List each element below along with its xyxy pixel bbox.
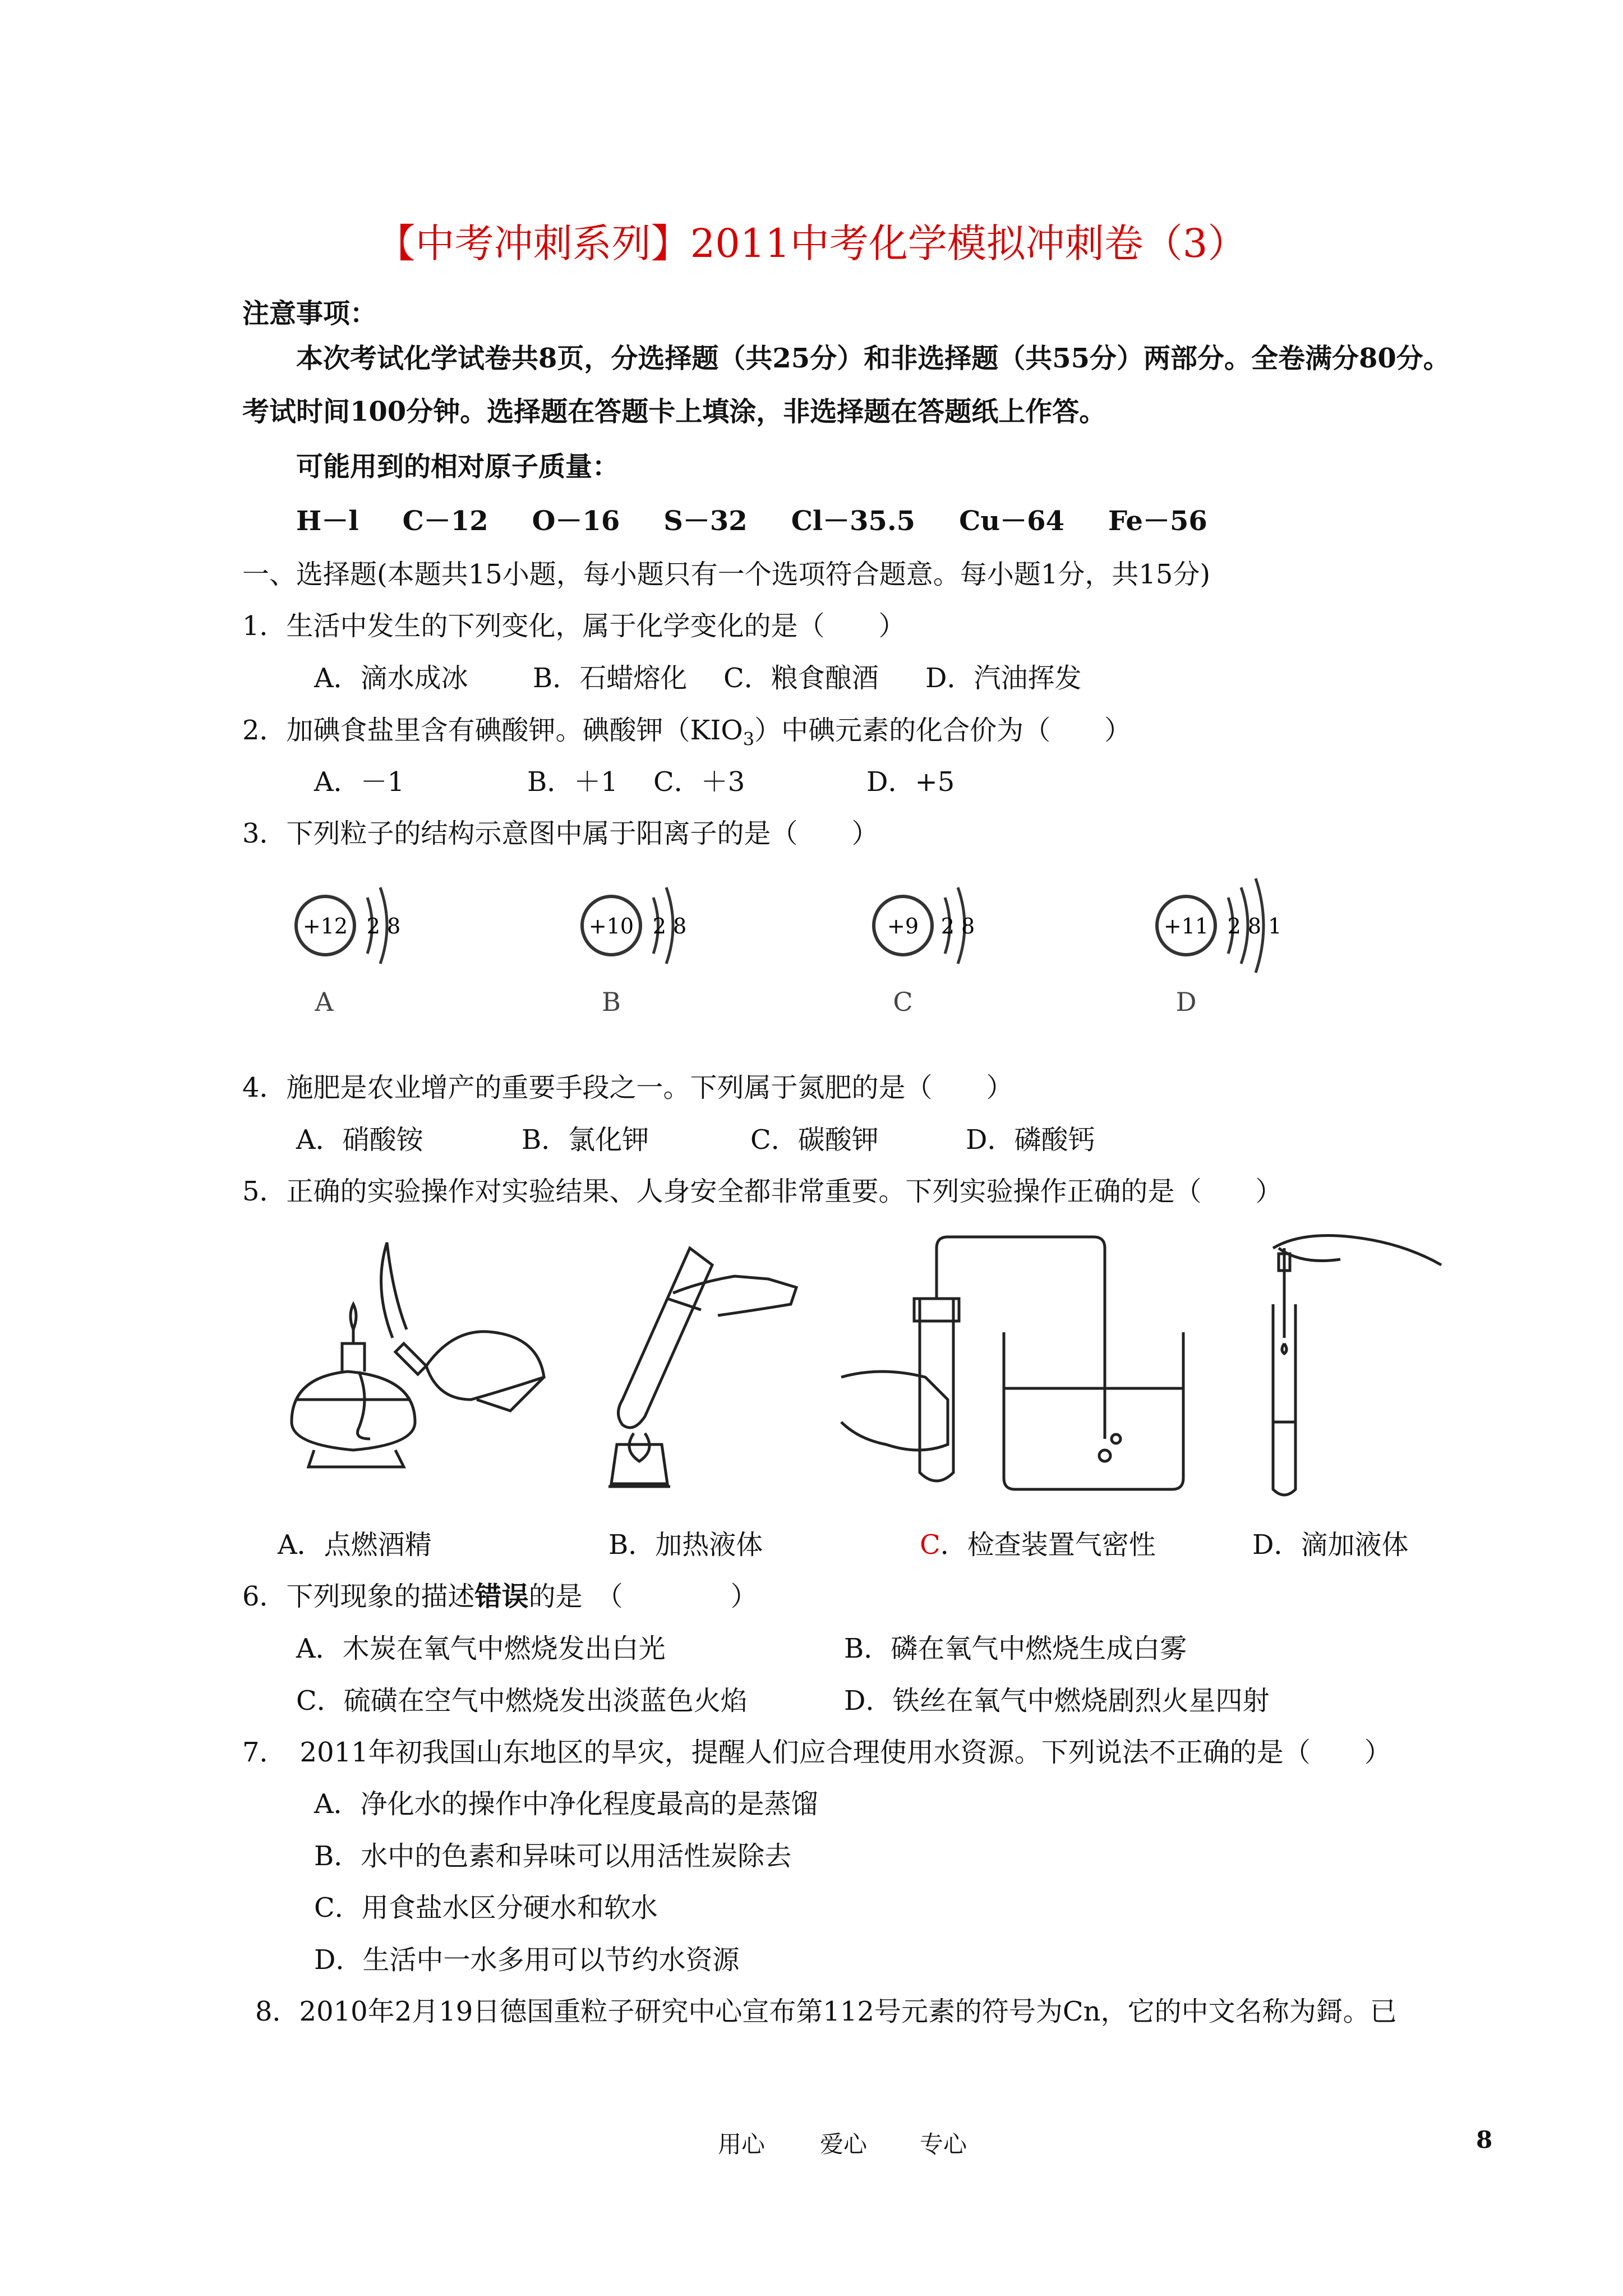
atom-diagram-a [296, 887, 400, 1017]
q4-option-d: D．磷酸钙 [966, 1124, 1095, 1156]
q2-stem [242, 717, 1131, 748]
q4-option-a: A．硝酸铵 [296, 1124, 423, 1156]
atom-b-nucleus: +10 [588, 914, 634, 938]
q2-stem-part1: 2．加碘食盐里含有碘酸钾。碘酸钾（KIO [242, 715, 743, 746]
q1-option-d: D．汽油挥发 [925, 662, 1082, 694]
q6-stem-part1: 6．下列现象的描述 [242, 1581, 475, 1612]
q4-option-b: B．氯化钾 [522, 1124, 649, 1156]
q2-option-c: C．＋3 [653, 766, 745, 798]
atom-d-nucleus: +11 [1163, 914, 1209, 938]
atomic-mass-cl: Cl－35.5 [791, 505, 916, 537]
atom-diagram-d [1157, 878, 1281, 1017]
atomic-mass-cu: Cu－64 [959, 505, 1064, 537]
atom-a-nucleus: +12 [302, 914, 348, 938]
q5-caption-c-text: ．检查装置气密性 [940, 1529, 1156, 1561]
q7-option-b: B．水中的色素和异味可以用活性炭除去 [314, 1841, 792, 1872]
q4-stem: 4．施肥是农业增产的重要手段之一。下列属于氮肥的是（ ） [242, 1072, 1013, 1103]
atomic-mass-o: O－16 [532, 505, 620, 537]
q2-stem-part2: ）中碘元素的化合价为（ ） [754, 715, 1132, 746]
q4-option-c: C．碳酸钾 [750, 1124, 879, 1156]
q5-caption-c [920, 1529, 1156, 1561]
atomic-mass-list [296, 505, 1251, 537]
atom-b-label: B [602, 987, 621, 1017]
atom-d-label: D [1175, 987, 1197, 1017]
q7-option-a: A．净化水的操作中净化程度最高的是蒸馏 [314, 1788, 818, 1820]
illustration-b-heating-liquid [608, 1248, 796, 1487]
illustration-a-lighting-lamp [292, 1243, 544, 1467]
atom-a-label: A [315, 987, 334, 1017]
notice-heading: 注意事项： [242, 298, 377, 329]
q7-option-c: C．用食盐水区分硬水和软水 [314, 1892, 658, 1924]
illustration-d-adding-drops [1273, 1236, 1441, 1496]
q2-option-a: A．－1 [314, 766, 405, 798]
q1-stem: 1．生活中发生的下列变化，属于化学变化的是（ ） [242, 610, 906, 642]
q6-stem [242, 1583, 758, 1610]
atomic-mass-s: S－32 [663, 505, 748, 537]
section-heading: 一、选择题(本题共15小题，每小题只有一个选项符合题意。每小题1分，共15分) [242, 559, 1211, 590]
q6-option-c: C．硫磺在空气中燃烧发出淡蓝色火焰 [296, 1685, 748, 1717]
q8-stem: 8．2010年2月19日德国重粒子研究中心宣布第112号元素的符号为Cn，它的中文名称为鎶。已 [255, 1996, 1397, 2027]
atom-c-nucleus: +9 [887, 914, 919, 938]
q6-stem-emphasis: 错误 [474, 1581, 529, 1612]
notice-line1: 本次考试化学试卷共8页，分选择题（共25分）和非选择题（共55分）两部分。全卷满分80分。 [296, 343, 1450, 374]
q7-stem: 7． 2011年初我国山东地区的旱灾，提醒人们应合理使用水资源。下列说法不正确的是（ ） [242, 1737, 1391, 1768]
q5-illustrations [275, 1231, 1481, 1501]
q3-diagrams [269, 864, 1324, 1032]
atomic-mass-h: H－l [296, 505, 359, 537]
q7-option-d: D．生活中一水多用可以节约水资源 [314, 1944, 740, 1976]
page-number: 8 [1476, 2126, 1493, 2154]
atom-d-shells: 2 8 1 [1227, 914, 1282, 938]
atomic-mass-c: C－12 [402, 505, 488, 537]
atom-a-shells: 2 8 [366, 914, 401, 938]
atom-b-shells: 2 8 [652, 914, 687, 938]
q3-stem: 3．下列粒子的结构示意图中属于阳离子的是（ ） [242, 818, 879, 849]
atom-diagram-b [582, 887, 686, 1017]
atom-c-shells: 2 8 [940, 914, 975, 938]
q5-caption-a: A．点燃酒精 [278, 1529, 432, 1561]
q1-option-b: B．石蜡熔化 [533, 662, 688, 694]
atom-diagram-c [874, 887, 975, 1017]
notice-line2: 考试时间100分钟。选择题在答题卡上填涂，非选择题在答题纸上作答。 [242, 396, 1106, 427]
q5-caption-b: B．加热液体 [608, 1529, 763, 1561]
q5-caption-d: D．滴加液体 [1252, 1529, 1409, 1561]
atom-c-label: C [893, 987, 913, 1017]
q2-option-d: D．+5 [866, 766, 955, 798]
q2-stem-subscript: 3 [743, 728, 755, 750]
atomic-mass-fe: Fe－56 [1108, 505, 1207, 537]
atomic-mass-heading: 可能用到的相对原子质量： [296, 451, 620, 482]
footer-item-1: 用心 [718, 2131, 766, 2158]
q1-option-a: A．滴水成冰 [314, 662, 468, 694]
footer-item-2: 爱心 [820, 2131, 868, 2158]
q2-option-b: B．＋1 [527, 766, 618, 798]
q6-option-a: A．木炭在氧气中燃烧发出白光 [296, 1633, 666, 1664]
q1-option-c: C．粮食酿酒 [723, 662, 879, 694]
q5-stem: 5．正确的实验操作对实验结果、人身安全都非常重要。下列实验操作正确的是（ ） [242, 1176, 1283, 1207]
q6-option-b: B．磷在氧气中燃烧生成白雾 [844, 1633, 1187, 1664]
page-title: 【中考冲刺系列】2011中考化学模拟冲刺卷（3） [376, 220, 1247, 266]
illustration-c-checking-airtightness [841, 1237, 1183, 1489]
q6-option-d: D．铁丝在氧气中燃烧剧烈火星四射 [844, 1685, 1270, 1717]
q5-caption-c-letter: C [920, 1529, 940, 1561]
footer-item-3: 专心 [920, 2131, 967, 2158]
q6-stem-part2: 的是 （ ） [528, 1581, 758, 1612]
